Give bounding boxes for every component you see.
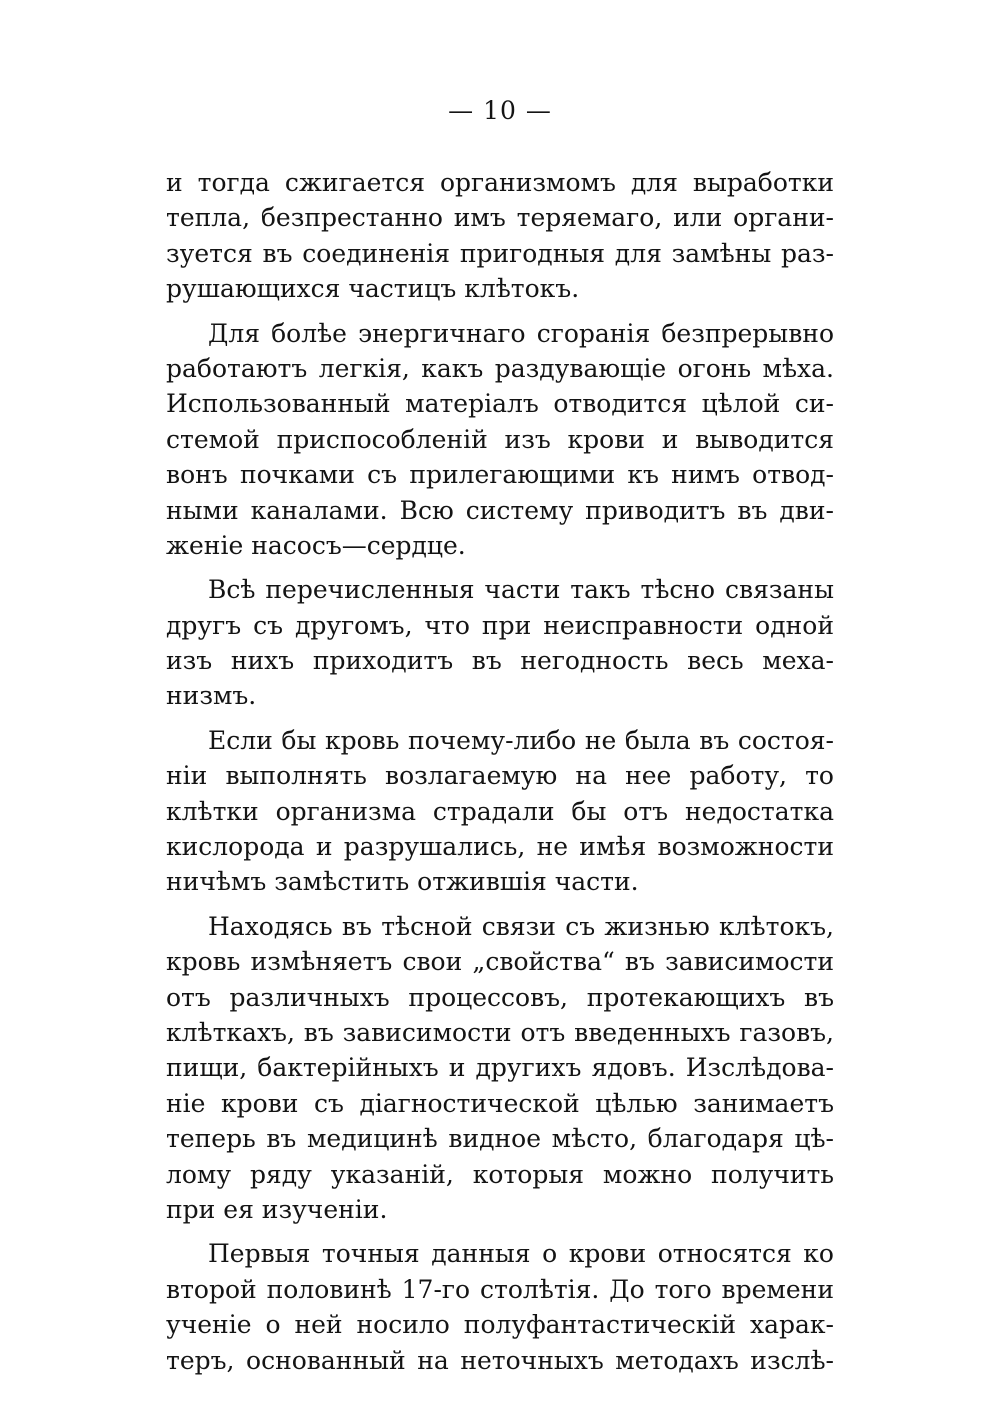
text-line: теперь въ медицинѣ видное мѣсто, благодаря цѣ-	[166, 1124, 834, 1154]
text-line: и тогда сжигается организмомъ для выработки	[166, 168, 834, 197]
text-line: второй половинѣ 17-го столѣтія. До того времени	[166, 1274, 834, 1304]
text-line: работаютъ легкія, какъ раздувающіе огонь мѣха.	[166, 353, 834, 383]
text-line: лому ряду указаній, которыя можно получить	[166, 1159, 834, 1189]
text-line: отъ различныхъ процессовъ, протекающихъ въ	[166, 982, 834, 1012]
paragraph-3	[166, 572, 834, 714]
text-line: Если бы кровь почему-либо не была въ состоя-	[208, 725, 834, 755]
body-text	[166, 165, 834, 1378]
paragraph-2	[166, 316, 834, 564]
text-line: изъ нихъ приходитъ въ негодность весь меха-	[166, 646, 834, 676]
text-line: женіе насосъ—сердце.	[166, 530, 466, 560]
text-line: низмъ.	[166, 681, 257, 711]
paragraph-4	[166, 723, 834, 900]
text-line: кислорода и разрушались, не имѣя возможности	[166, 832, 834, 862]
text-line: ніе крови съ діагностической цѣлью занимаетъ	[166, 1088, 834, 1118]
text-line: теръ, основанный на неточныхъ методахъ изслѣ-	[166, 1345, 834, 1375]
paragraph-6	[166, 1236, 834, 1378]
text-line: Для болѣе энергичнаго сгоранія безпрерывно	[208, 318, 834, 348]
text-line: ніи выполнять возлагаемую на нее работу, то	[166, 761, 834, 791]
page-number: — 10 —	[448, 96, 552, 125]
text-line: вонъ почками съ прилегающими къ нимъ отвод-	[166, 460, 834, 490]
text-line: тепла, безпрестанно имъ теряемаго, или органи-	[166, 203, 834, 233]
text-line: зуется въ соединенія пригодныя для замѣны раз-	[166, 238, 834, 268]
paragraph-1	[166, 165, 834, 307]
text-line: ученіе о ней носило полуфантастическій харак-	[166, 1310, 834, 1340]
text-line: при ея изученіи.	[166, 1194, 388, 1224]
text-line: другъ съ другомъ, что при неисправности одной	[166, 610, 834, 640]
text-line: стемой приспособленій изъ крови и выводится	[166, 424, 834, 454]
text-line: рушающихся частицъ клѣтокъ.	[166, 274, 580, 304]
text-line: клѣтки организма страдали бы отъ недостатка	[166, 796, 834, 826]
text-line: ными каналами. Всю систему приводитъ въ дви-	[166, 495, 834, 525]
text-line: Всѣ перечисленныя части такъ тѣсно связаны	[208, 575, 834, 605]
text-line: пищи, бактерійныхъ и другихъ ядовъ. Изслѣдова-	[166, 1053, 834, 1083]
text-line: Использованный матеріалъ отводится цѣлой си-	[166, 389, 834, 419]
text-line: клѣткахъ, въ зависимости отъ введенныхъ газовъ,	[166, 1017, 834, 1047]
text-line: кровь измѣняетъ свои „свойства“ въ зависимости	[166, 947, 834, 977]
text-line: Находясь въ тѣсной связи съ жизнью клѣтокъ,	[208, 911, 834, 941]
text-line: ничѣмъ замѣстить отжившія части.	[166, 867, 639, 897]
paragraph-5	[166, 909, 834, 1228]
text-line: Первыя точныя данныя о крови относятся ко	[208, 1239, 834, 1269]
